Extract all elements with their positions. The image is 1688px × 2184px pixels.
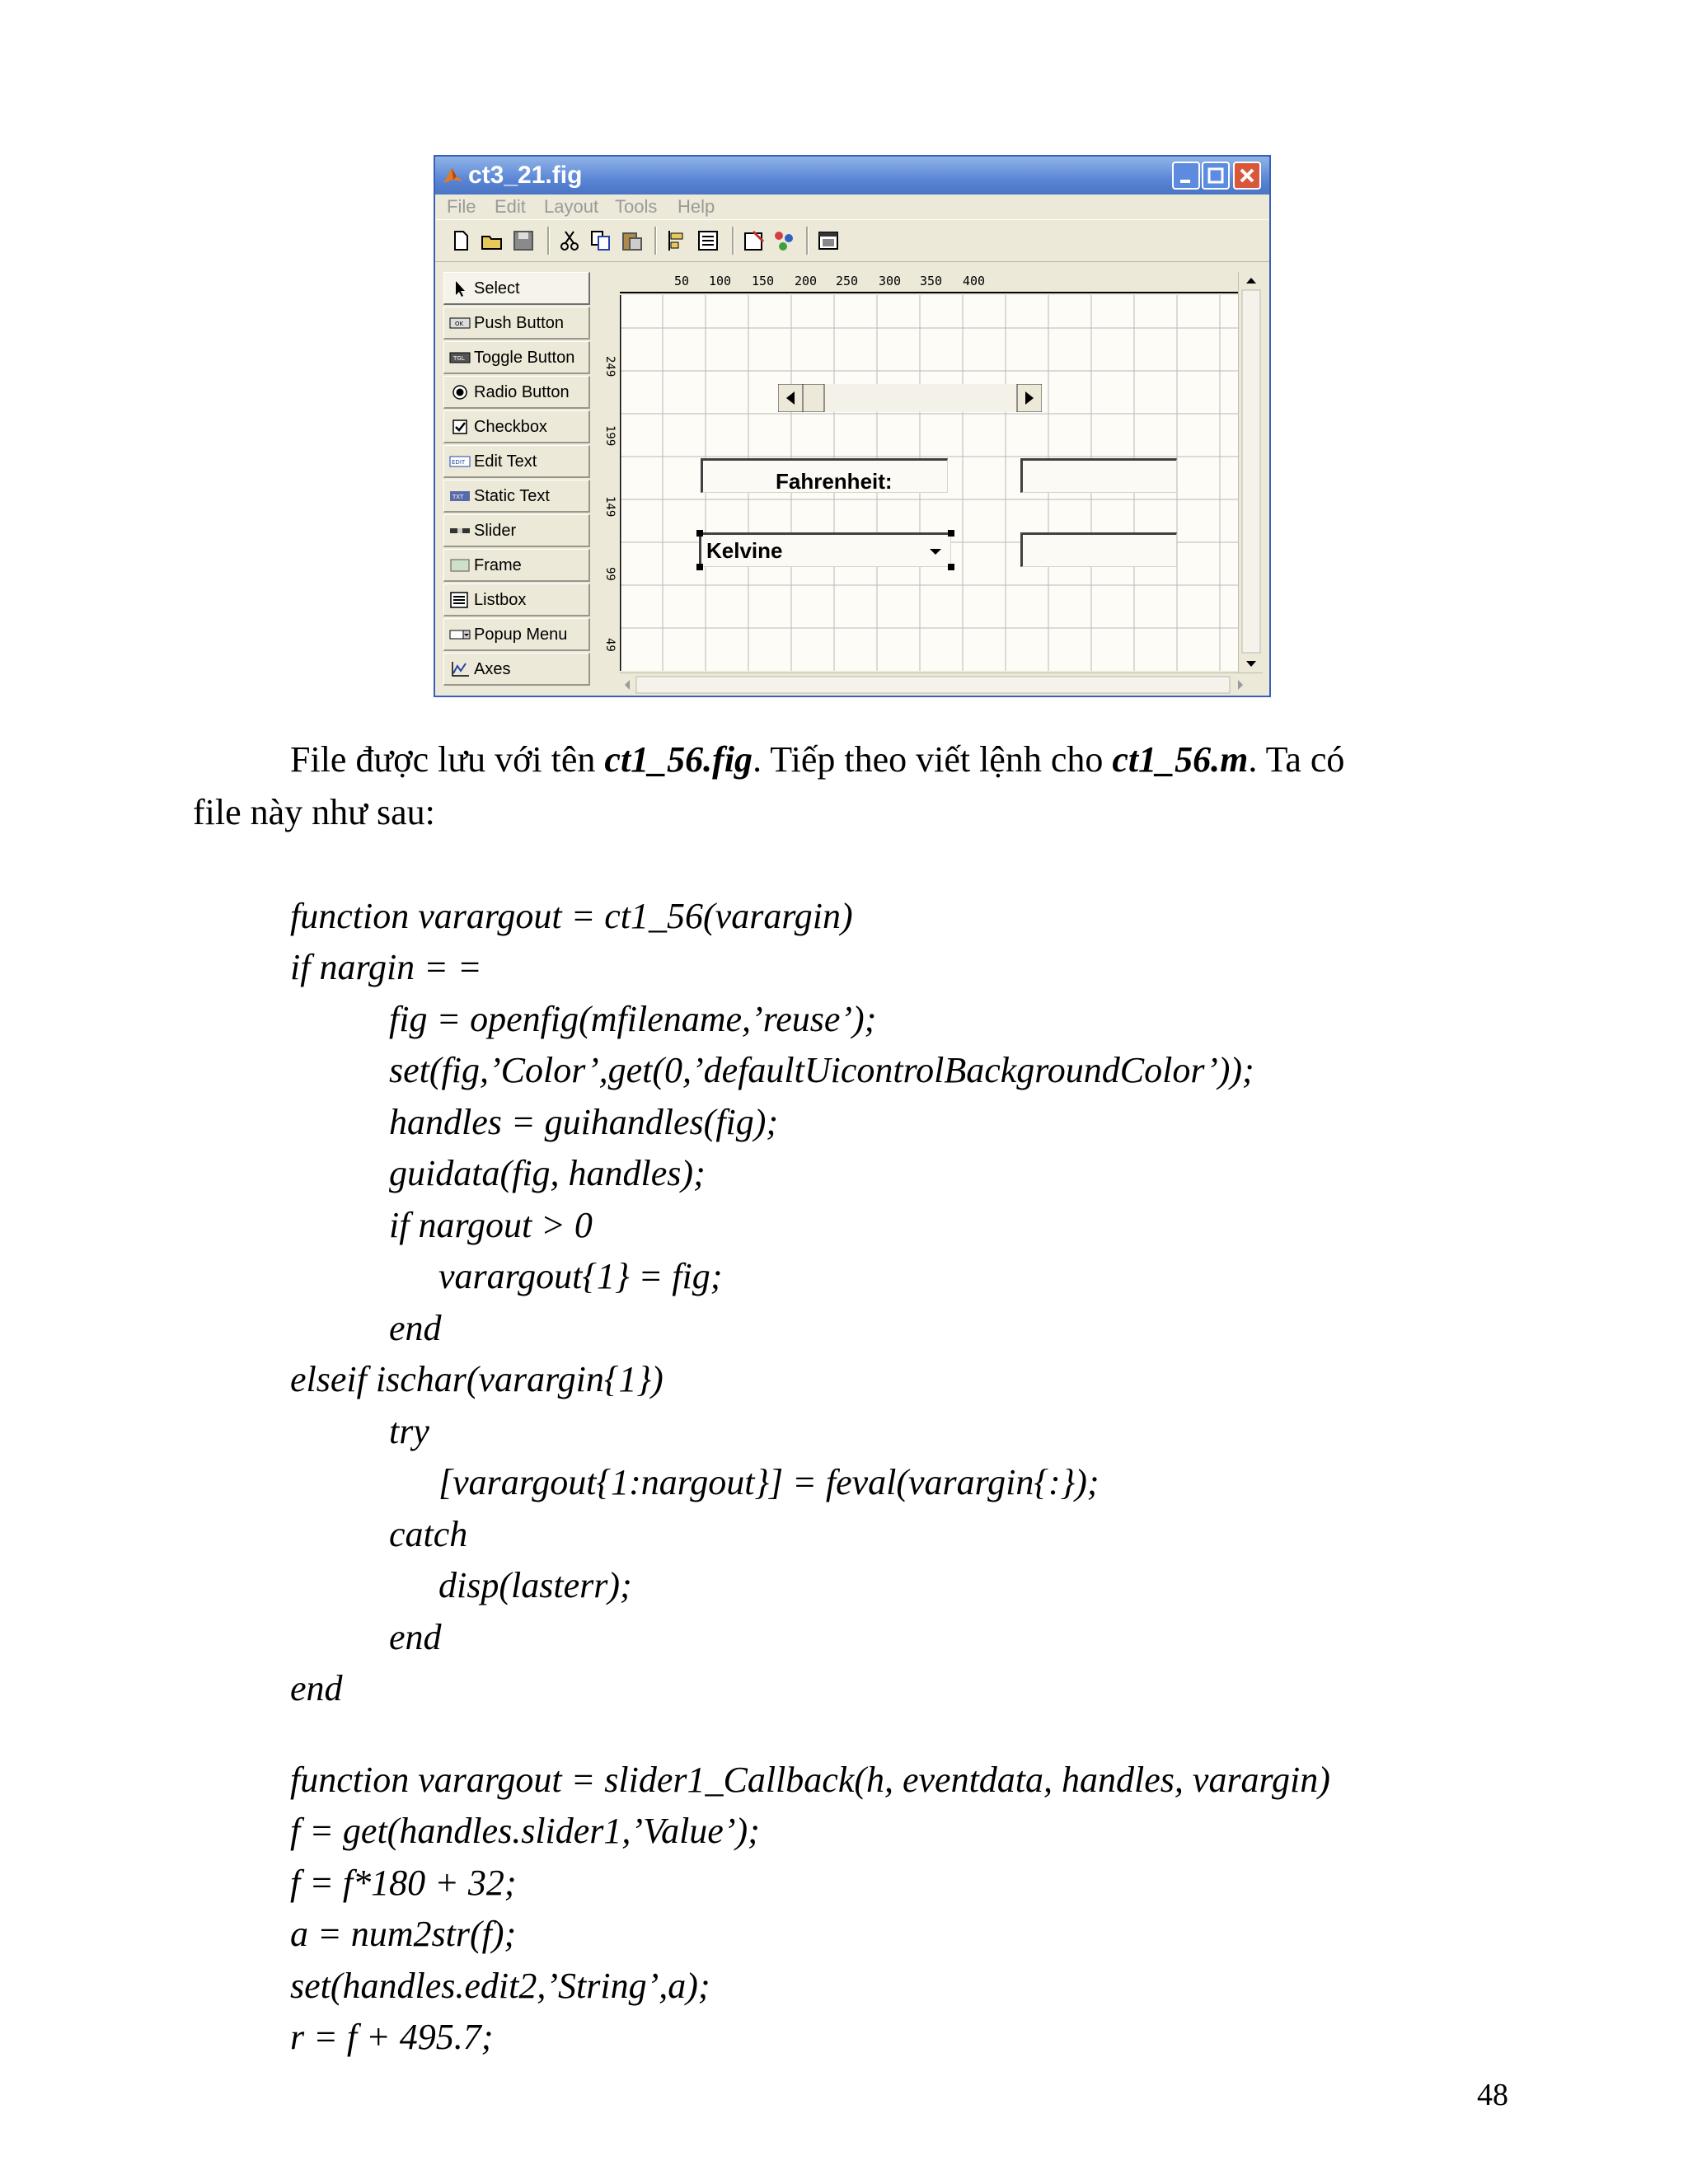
code-line: f = get(handles.slider1,’Value’); — [290, 1811, 760, 1851]
palette-slider[interactable] — [443, 514, 590, 547]
slider-icon — [449, 523, 471, 539]
ruler-tick-label: 300 — [879, 274, 902, 288]
palette-popup-menu[interactable] — [443, 618, 590, 651]
slider-track — [778, 384, 1042, 412]
close-button[interactable] — [1233, 162, 1261, 190]
palette-frame[interactable] — [443, 549, 590, 582]
code-line: set(handles.edit2,’String’,a); — [290, 1966, 710, 2006]
top-ruler-ticks — [620, 272, 1238, 293]
hscroll-arrows — [620, 673, 1263, 696]
save-icon[interactable] — [511, 228, 536, 253]
edit-text-icon — [449, 453, 471, 470]
vertical-scrollbar[interactable] — [1238, 272, 1264, 673]
static-text-icon — [449, 488, 471, 504]
arrow-pointer-icon — [449, 280, 471, 297]
vscroll-arrows — [1239, 272, 1264, 673]
palette-radio-button[interactable] — [443, 376, 590, 409]
svg-text:TXT: TXT — [452, 494, 464, 500]
palette-axes[interactable] — [443, 653, 590, 686]
code-line: elseif ischar(varargin{1}) — [290, 1359, 663, 1399]
menu-edit[interactable]: Edit — [495, 196, 526, 217]
maximize-icon — [1203, 163, 1228, 188]
edit2-field[interactable] — [1020, 458, 1177, 493]
palette-label: Checkbox — [474, 418, 547, 436]
svg-text:TGL: TGL — [453, 355, 465, 362]
fahrenheit-label: Fahrenheit: — [776, 469, 893, 494]
frame-icon — [449, 557, 471, 574]
code-line: handles = guihandles(fig); — [389, 1102, 779, 1142]
palette-label: Push Button — [474, 314, 564, 332]
para-text: File được lưu với tên — [290, 739, 605, 780]
toolbar — [435, 219, 1269, 262]
new-file-icon[interactable] — [448, 228, 473, 253]
ruler-tick-label: 49 — [603, 638, 617, 652]
minimize-button[interactable] — [1172, 162, 1200, 190]
body-paragraph-line-2: file này như sau: — [193, 792, 435, 832]
page-number: 48 — [1477, 2078, 1508, 2112]
checkbox-icon — [449, 419, 471, 435]
left-ruler — [597, 272, 620, 673]
callback-editor-icon[interactable] — [771, 228, 796, 253]
window-title: ct3_21.fig — [468, 162, 583, 189]
code-line: disp(lasterr); — [438, 1565, 632, 1605]
paste-icon[interactable] — [620, 228, 645, 253]
popup-menu-icon — [449, 626, 471, 643]
palette-push-button[interactable] — [443, 307, 590, 340]
code-line: end — [389, 1617, 442, 1657]
ruler-tick-label: 199 — [603, 425, 617, 447]
palette-label: Static Text — [474, 487, 550, 505]
code-line: end — [290, 1668, 343, 1708]
title-bar[interactable] — [435, 157, 1269, 194]
code-line: function varargout = ct1_56(varargin) — [290, 896, 853, 936]
menu-bar — [435, 194, 1269, 219]
palette-label: Slider — [474, 522, 517, 540]
code-line: varargout{1} = fig; — [438, 1256, 723, 1296]
activate-figure-icon[interactable] — [816, 228, 841, 253]
palette-label: Select — [474, 279, 520, 298]
fahrenheit-static-text[interactable] — [701, 458, 948, 493]
toggle-button-icon — [449, 349, 471, 366]
align-icon[interactable] — [664, 228, 689, 253]
layout-canvas[interactable] — [620, 295, 1238, 671]
palette-select[interactable] — [443, 272, 590, 305]
palette-label: Listbox — [474, 591, 527, 609]
para-text: . Tiếp theo viết lệnh cho — [753, 739, 1113, 780]
palette-listbox[interactable] — [443, 583, 590, 616]
para-text: . Ta có — [1248, 739, 1345, 780]
property-editor-icon[interactable] — [696, 228, 720, 253]
palette-static-text[interactable] — [443, 480, 590, 513]
code-line: set(fig,’Color’,get(0,’defaultUicontrolBackgroundColor’)); — [389, 1050, 1254, 1090]
units-popup-menu[interactable] — [699, 532, 951, 567]
minimize-icon — [1174, 163, 1198, 188]
palette-label: Frame — [474, 556, 522, 574]
palette-edit-text[interactable] — [443, 445, 590, 478]
ruler-tick-label: 149 — [603, 496, 617, 518]
svg-text:OK: OK — [455, 321, 464, 327]
code-line: try — [389, 1411, 429, 1451]
ruler-tick-label: 100 — [709, 274, 732, 288]
code-line: [varargout{1:nargout}] = feval(varargin{:}); — [438, 1462, 1100, 1502]
popup-selected-value: Kelvine — [706, 538, 783, 563]
palette-toggle-button[interactable] — [443, 341, 590, 374]
chevron-down-icon — [927, 543, 944, 560]
copy-icon[interactable] — [588, 228, 613, 253]
code-line: if nargout > 0 — [389, 1205, 593, 1245]
svg-text:EDIT: EDIT — [452, 459, 466, 466]
palette-label: Toggle Button — [474, 349, 575, 367]
ruler-tick-label: 400 — [963, 274, 986, 288]
ruler-tick-label: 249 — [603, 356, 617, 377]
push-button-icon — [449, 315, 471, 331]
listbox-icon — [449, 592, 471, 608]
menu-editor-icon[interactable] — [742, 228, 767, 253]
component-palette — [443, 272, 590, 697]
menu-file[interactable]: File — [447, 196, 476, 217]
palette-label: Radio Button — [474, 383, 570, 401]
menu-tools[interactable]: Tools — [615, 196, 658, 217]
ruler-tick-label: 50 — [674, 274, 690, 288]
ruler-tick-label: 350 — [920, 274, 943, 288]
menu-layout[interactable]: Layout — [544, 196, 599, 217]
code-line: catch — [389, 1514, 468, 1554]
filename-m: ct1_56.m — [1112, 739, 1249, 780]
axes-icon — [449, 661, 471, 677]
code-line: f = f*180 + 32; — [290, 1863, 517, 1903]
top-ruler — [620, 272, 1238, 293]
palette-label: Edit Text — [474, 452, 537, 471]
slider1[interactable] — [778, 384, 1042, 412]
code-line: a = num2str(f); — [290, 1914, 517, 1954]
menu-help[interactable]: Help — [678, 196, 715, 217]
edit3-field[interactable] — [1020, 532, 1177, 567]
palette-checkbox[interactable] — [443, 410, 590, 443]
palette-label: Popup Menu — [474, 626, 568, 644]
guide-window — [434, 155, 1271, 697]
maximize-button[interactable] — [1202, 162, 1230, 190]
open-folder-icon[interactable] — [480, 228, 504, 253]
ruler-tick-label: 200 — [795, 274, 818, 288]
radio-button-icon — [449, 384, 471, 401]
code-line: r = f + 495.7; — [290, 2017, 494, 2057]
horizontal-scrollbar[interactable] — [620, 673, 1263, 696]
palette-label: Axes — [474, 660, 511, 678]
code-line: guidata(fig, handles); — [389, 1153, 706, 1193]
code-line: if nargin = = — [290, 947, 482, 987]
ruler-tick-label: 250 — [836, 274, 859, 288]
ruler-tick-label: 150 — [752, 274, 775, 288]
body-paragraph-line-1 — [290, 738, 1344, 780]
close-icon — [1235, 163, 1259, 188]
matlab-logo-icon — [442, 165, 465, 186]
ruler-tick-label: 99 — [603, 567, 617, 581]
code-line: end — [389, 1308, 442, 1348]
code-line: fig = openfig(mfilename,’reuse’); — [389, 999, 877, 1039]
code-line: function varargout = slider1_Callback(h, eventdata, handles, varargin) — [290, 1760, 1330, 1800]
filename-fig: ct1_56.fig — [604, 739, 753, 780]
cut-icon[interactable] — [557, 228, 582, 253]
